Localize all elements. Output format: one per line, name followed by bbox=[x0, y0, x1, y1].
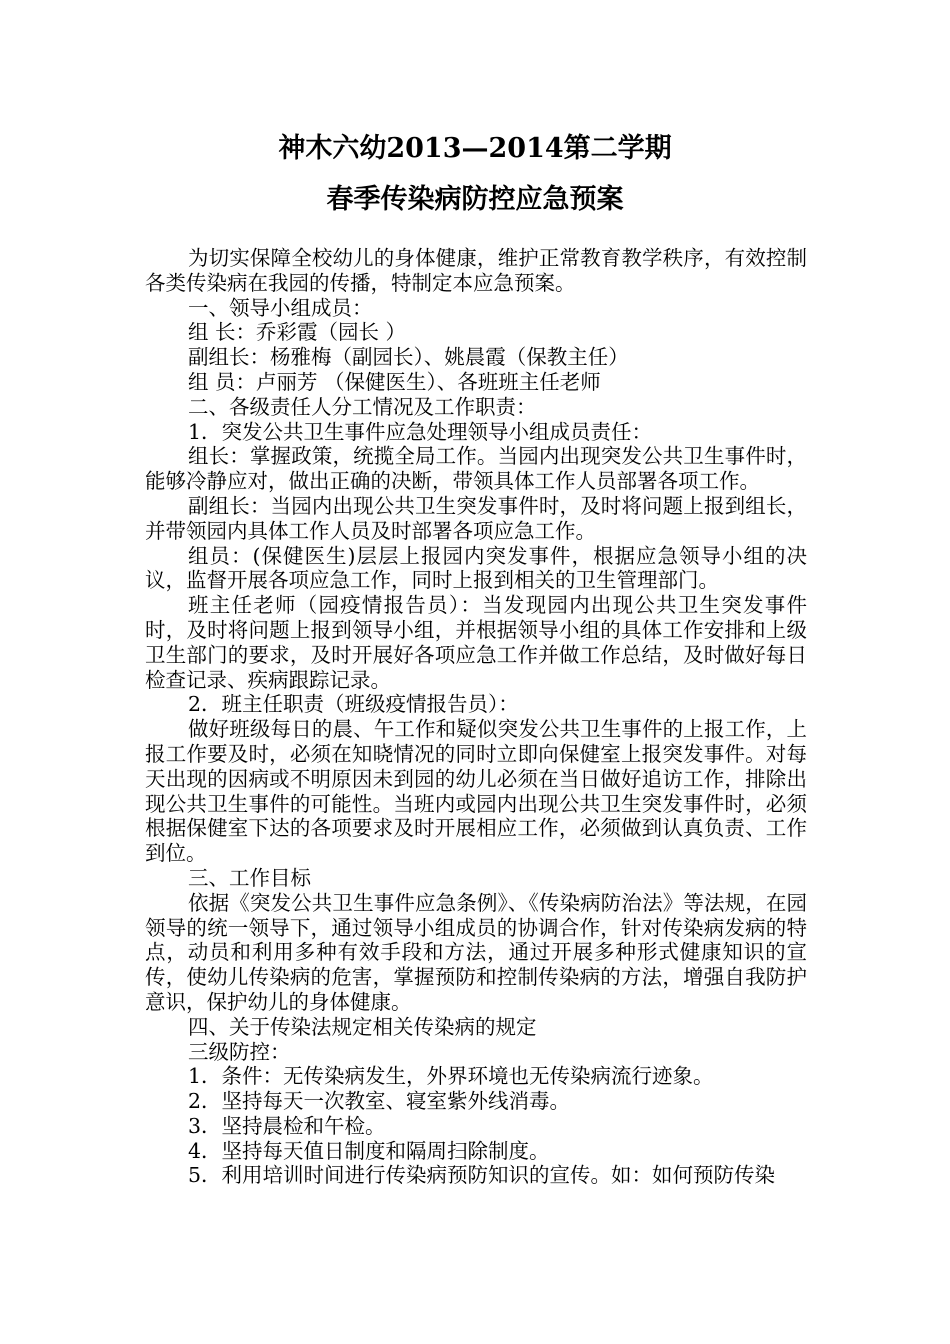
member-deputy-leader: 副组长：杨雅梅（副园长）、姚晨霞（保教主任） bbox=[188, 345, 629, 370]
list-item: 3．坚持晨检和午检。 bbox=[188, 1113, 386, 1138]
document-body bbox=[145, 246, 807, 1188]
heading-work-goals: 三、工作目标 bbox=[188, 865, 311, 890]
paragraph-class-reporting: 做好班级每日的晨、午工作和疑似突发公共卫生事件的上报工作，上报工作要及时，必须在知晓情况的同时立即向保健室上报突发事件。对每天出现的因病或不明原因未到园的幼儿必须在当日做好追访工作，排除出现公共卫生事件的可能性。当班内或园内出现公共卫生突发事件时，必须根据保健室下达的各项要求及时开展相应工作，必须做到认真负责、工作到位。 bbox=[145, 717, 807, 866]
subheading-level-three: 三级防控： bbox=[188, 1039, 291, 1064]
paragraph-deputy-duty: 副组长：当园内出现公共卫生突发事件时，及时将问题上报到组长，并带领园内具体工作人员及时部署各项应急工作。 bbox=[145, 493, 807, 543]
document-title-line-2: 春季传染病防控应急预案 bbox=[326, 184, 624, 215]
list-item: 5．利用培训时间进行传染病预防知识的宣传。如：如何预防传染 bbox=[188, 1163, 776, 1188]
list-item: 4．坚持每天值日制度和隔周扫除制度。 bbox=[188, 1138, 550, 1163]
member-members: 组 员：卢丽芳 （保健医生）、各班班主任老师 bbox=[188, 369, 601, 394]
subheading-class-teacher-duty: 2．班主任职责（班级疫情报告员）： bbox=[188, 692, 519, 717]
list-item: 1．条件：无传染病发生，外界环境也无传染病流行迹象。 bbox=[188, 1064, 714, 1089]
heading-leadership-group: 一、领导小组成员： bbox=[188, 295, 373, 320]
paragraph-teacher-duty: 班主任老师（园疫情报告员）：当发现园内出现公共卫生突发事件时，及时将问题上报到领导小组，并根据领导小组的具体工作安排和上级卫生部门的要求，及时开展好各项应急工作并做工作总结，及时做好每日检查记录、疾病跟踪记录。 bbox=[145, 593, 807, 692]
heading-responsibilities: 二、各级责任人分工情况及工作职责： bbox=[188, 394, 537, 419]
paragraph-member-duty: 组员：(保健医生)层层上报园内突发事件，根据应急领导小组的决议，监督开展各项应急工作，同时上报到相关的卫生管理部门。 bbox=[145, 543, 807, 593]
member-leader: 组 长：乔彩霞（园长 ） bbox=[188, 320, 407, 345]
paragraph-leader-duty: 组长：掌握政策，统揽全局工作。当园内出现突发公共卫生事件时，能够冷静应对，做出正确的决断，带领具体工作人员部署各项工作。 bbox=[145, 444, 807, 494]
document-title-line-1: 神木六幼2013—2014第二学期 bbox=[278, 133, 672, 164]
paragraph-goals: 依据《突发公共卫生事件应急条例》、《传染病防治法》等法规，在园领导的统一领导下，通过领导小组成员的协调合作，针对传染病发病的特点，动员和利用多种有效手段和方法，通过开展多种形式健康知识的宣传，使幼儿传染病的危害，掌握预防和控制传染病的方法，增强自我防护意识，保护幼儿的身体健康。 bbox=[145, 890, 807, 1014]
paragraph-intro: 为切实保障全校幼儿的身体健康，维护正常教育教学秩序，有效控制各类传染病在我园的传播，特制定本应急预案。 bbox=[145, 246, 807, 295]
list-item: 2．坚持每天一次教室、寝室紫外线消毒。 bbox=[188, 1089, 571, 1114]
subheading-group-responsibilities: 1．突发公共卫生事件应急处理领导小组成员责任： bbox=[188, 419, 653, 444]
heading-regulations: 四、关于传染法规定相关传染病的规定 bbox=[188, 1014, 537, 1039]
